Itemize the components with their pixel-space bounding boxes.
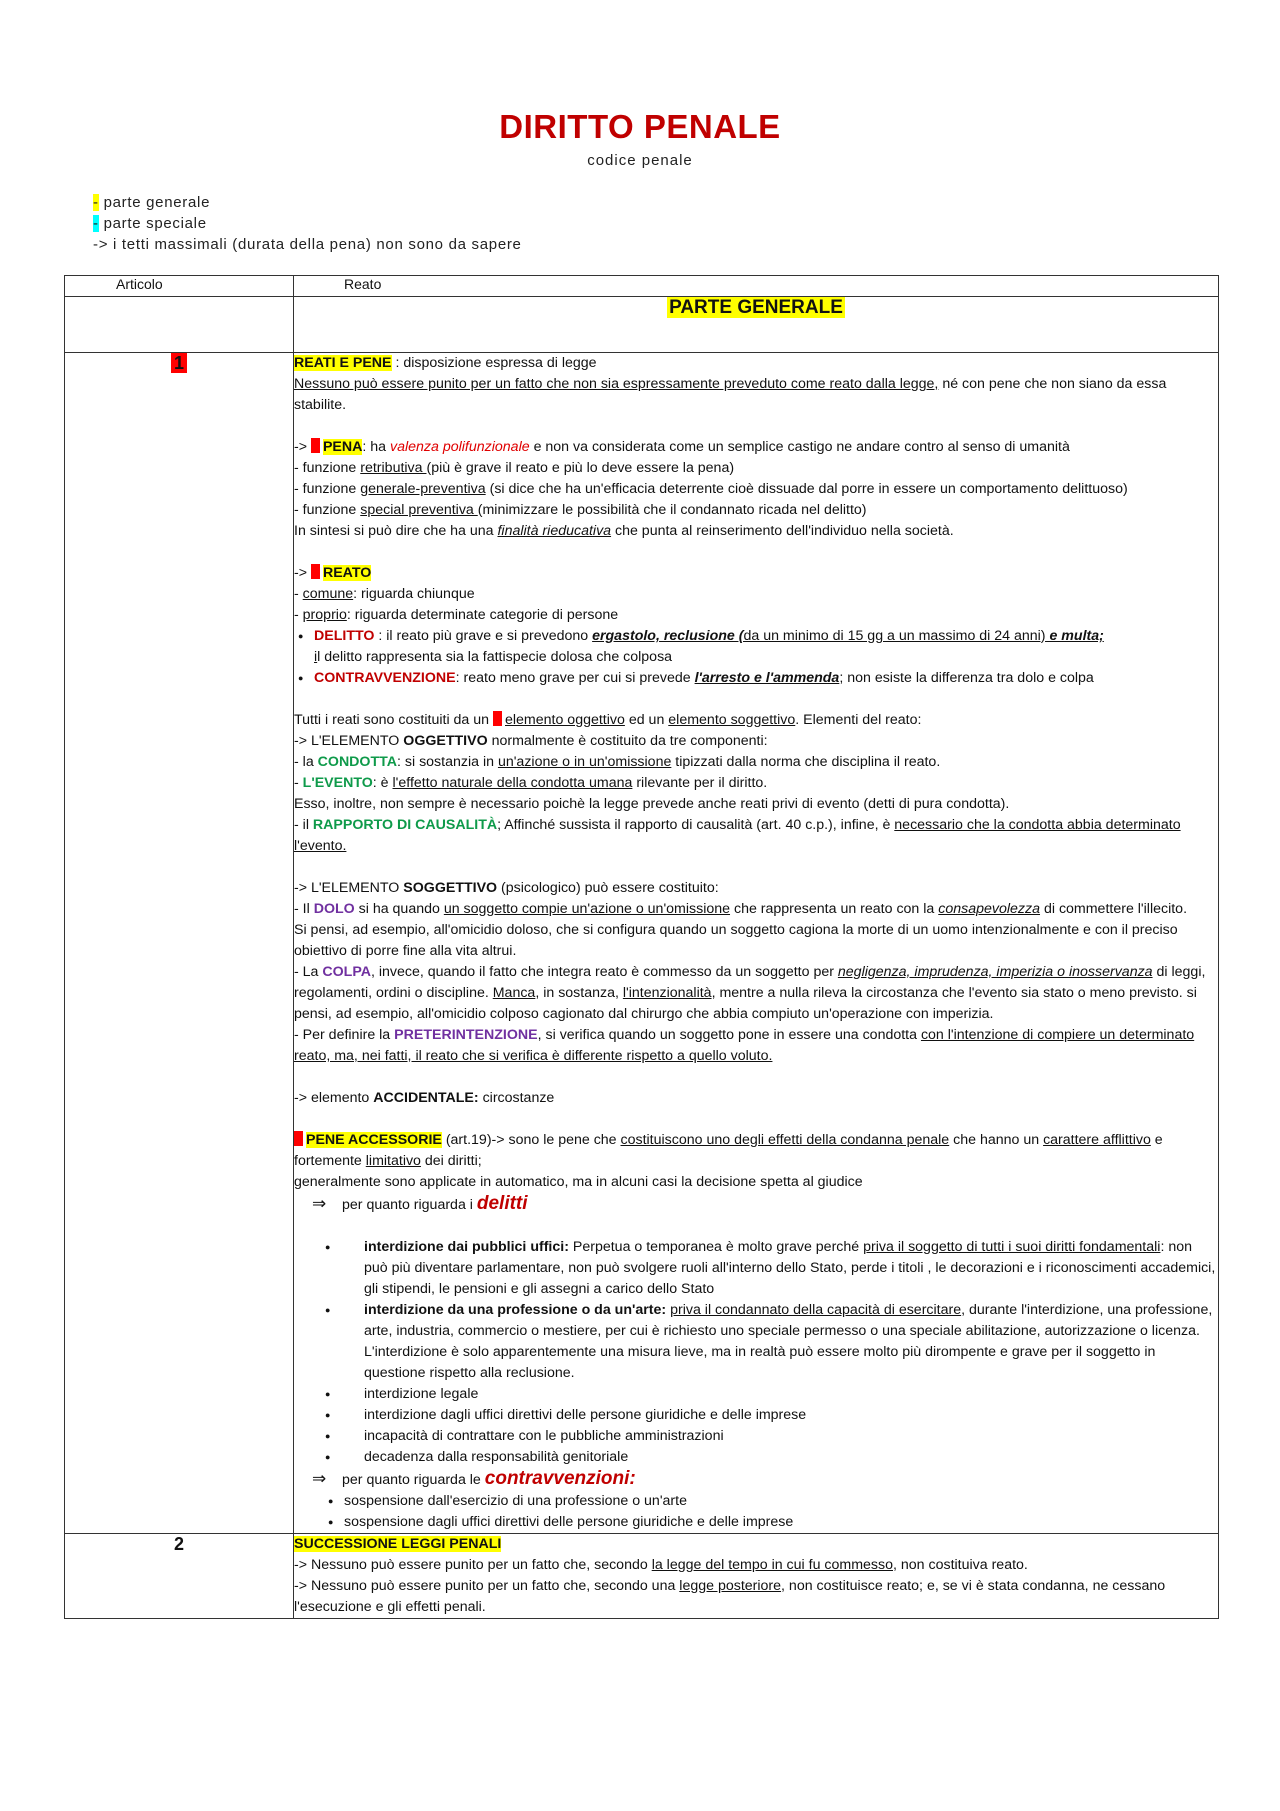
article-number: 1 [65,353,294,1534]
article-number: 2 [65,1534,294,1619]
article-row-2 [65,1534,1219,1619]
red-marker-icon [294,1131,303,1146]
section-row [65,297,1219,353]
articles-table [64,275,1219,1619]
list-item: ● CONTRAVVENZIONE: reato meno grave per cui si prevede l'arresto e l'ammenda; non esiste la differenza tra dolo e colpa [294,668,1218,689]
document-title: DIRITTO PENALE [499,108,781,145]
pene-accessorie-heading: PENE ACCESSORIE (art.19)-> sono le pene che costituiscono uno degli effetti della condanna penale che hanno un carattere afflittivo e fortemente limitativo dei diritti; [294,1132,1163,1169]
header-reato: Reato [294,276,1219,297]
article-row-1 [65,353,1219,1534]
intro-line-generale: - parte generale [93,194,211,211]
list-item: ● decadenza dalla responsabilità genitoriale [294,1447,1218,1468]
list-item: ● DELITTO : il reato più grave e si prevedono ergastolo, reclusione (da un minimo di 15 gg a un massimo di 24 anni) e multa; [294,626,1218,647]
article-heading: SUCCESSIONE LEGGI PENALI [294,1536,502,1552]
document-subtitle: codice penale [587,152,693,169]
red-marker-icon [311,564,320,579]
red-marker-icon [493,711,502,726]
yellow-marker: - [93,194,99,211]
list-item: ● interdizione dai pubblici uffici: Perpetua o temporanea è molto grave perché priva il soggetto di tutti i suoi diritti fondamentali: non può più diventare parlamentare, non può svolgere ruoli all'interno dello Stato, perde i titoli , le decorazioni e i riconoscimenti accademici, gli stipendi, le pensioni e gli assegni a carico dello Stato [294,1237,1218,1300]
article-content: SUCCESSIONE LEGGI PENALI -> Nessuno può essere punito per un fatto che, secondo la legge del tempo in cui fu commesso, non costituiva reato. -> Nessuno può essere punito per un fatto che, secondo una legge posteriore, non costituisce reato; e, se vi è stata condanna, ne cessano l'esecuzione e gli effetti penali. [294,1534,1219,1619]
header-articolo: Articolo [65,276,294,297]
pena-heading: -> PENA: ha valenza polifunzionale e non va considerata come un semplice castigo ne andare contro al senso di umanità [294,439,1070,455]
red-marker-icon [311,438,320,453]
list-item: ● interdizione legale [294,1384,1218,1405]
reato-heading: -> REATO [294,565,372,581]
intro-notes [93,192,522,255]
list-item: ● incapacità di contrattare con le pubbliche amministrazioni [294,1426,1218,1447]
section-title: PARTE GENERALE [294,297,1219,353]
double-arrow-icon: ⇒ [312,1194,327,1213]
list-item: ● sospensione dall'esercizio di una professione o un'arte [294,1491,1218,1512]
list-item: ● interdizione da una professione o da un'arte: priva il condannato della capacità di esercitare, durante l'interdizione, una professione, arte, industria, commercio o mestiere, per cui è richiesto uno speciale permesso o una speciale abilitazione, autorizzazione o licenza. [294,1300,1218,1342]
cyan-marker: - [93,215,99,232]
intro-line-tetti: -> i tetti massimali (durata della pena) non sono da sapere [93,236,522,253]
double-arrow-icon: ⇒ [312,1469,327,1488]
intro-line-speciale: - parte speciale [93,215,207,232]
article-content: REATI E PENE : disposizione espressa di legge Nessuno può essere punito per un fatto che non sia espressamente preveduto come reato dalla legge, né con pene che non siano da essa stabilite. -> PENA: ha valenza polifunzionale e non va considerata come un semplice castigo ne andare contro al senso di umanità - funzione retributiva (più è grave il reato e più lo deve essere la pena) - funzione generale-preventiva (si dice che ha un'efficacia deterrente cioè dissuade dal porre in essere un comportamento delittuoso) - funzione special preventiva (minimizzare le possibilità che il condannato ricada nel delitto) In sintesi si può dire che ha una finalità rieducativa che punta al reinserimento dell'individuo nella società. -> REATO - comune: riguarda chiunque - proprio: riguarda determinate categorie di persone ● DELITTO : il reato più grave e si prevedono ergastolo, reclusione (da un minimo di 15 gg a un massimo di 24 anni) e multa; il delitto rappresenta sia la fattispecie dolosa che colposa ● CONTRAVVENZIONE: reato meno grave per cui si prevede l'arresto e l'ammenda; non esiste la differenza tra dolo e colpa Tutti i reati sono costituiti da un elemento oggettivo ed un elemento soggettivo. Elementi del reato: -> L'ELEMENTO OGGETTIVO normalmente è costituito da tre componenti: - la CONDOTTA: si sostanzia in un'azione o in un'omissione tipizzati dalla norma che disciplina il reato. - L'EVENTO: è l'effetto naturale della condotta umana rilevante per il diritto. Esso, inoltre, non sempre è necessario poichè la legge prevede anche reati privi di evento (detti di pura condotta). - il RAPPORTO DI CAUSALITÀ; Affinché sussista il rapporto di causalità (art. 40 c.p.), infine, è necessario che la condotta abbia determinato l'evento. -> L'ELEMENTO SOGGETTIVO (psicologico) può essere costituito: - Il DOLO si ha quando un soggetto compie un'azione o un'omissione che rappresenta un reato con la consapevolezza di commettere l'illecito. Si pensi, ad esempio, all'omicidio doloso, che si configura quando un soggetto cagiona la morte di un uomo intenzionalmente e con il preciso obiettivo di porre fine alla vita altrui. - La COLPA, invece, quando il fatto che integra reato è commesso da un soggetto per negligenza, imprudenza, imperizia o inosservanza di leggi, regolamenti, ordini o discipline. Manca, in sostanza, l'intenzionalità, mentre a nulla rileva la circostanza che l'evento sia stato o meno previsto. si pensi, ad esempio, all'omicidio colposo cagionato dal chirurgo che abbia compiuto un'operazione con imperizia. - Per definire la PRETERINTENZIONE, si verifica quando un soggetto pone in essere una condotta con l'intenzione di compiere un determinato reato, ma, nei fatti, il reato che si verifica è differente rispetto a quello voluto. -> elemento ACCIDENTALE: circostanze PENE ACCESSORIE (art.19)-> sono le pene che costituiscono uno degli effetti della condanna penale che hanno un carattere afflittivo e fortemente limitativo dei diritti; generalmente sono applicate in automatico, ma in alcuni casi la decisione spetta al giudice ⇒ per quanto riguarda i delitti ● interdizione dai pubblici uffici: Perpetua o temporanea è molto grave perché priva il soggetto di tutti i suoi diritti fondamentali: non può più diventare parlamentare, non può svolgere ruoli all'interno dello Stato, perde i titoli , le decorazioni e i riconoscimenti accademici, gli stipendi, le pensioni e gli assegni a carico dello Stato ● interdizione da una professione o da un'arte: priva il condannato della capacità di esercitare, durante l'interdizione, una professione, arte, industria, commercio o mestiere, per cui è richiesto uno speciale permesso o una speciale abilitazione, autorizzazione o licenza. L'interdizione è solo apparentemente una misura lieve, ma in realtà può essere molto più dirompente e grave per il soggetto in questione rispetto alla reclusione. ● interdizione legale ● interdizione dagli uffici direttivi delle persone giuridiche e delle imprese ● incapacità di contrattare con le pubbliche amministrazioni ● decadenza dalla responsabilità genitoriale ⇒ per quanto riguarda le contravvenzioni: ● sospensione dall'esercizio di una professione o un'arte ● sospensione dagli uffici direttivi delle persone giuridiche e delle imprese [294,353,1219,1534]
list-item: ● interdizione dagli uffici direttivi delle persone giuridiche e delle imprese [294,1405,1218,1426]
list-item: ● sospensione dagli uffici direttivi delle persone giuridiche e delle imprese [294,1512,1218,1533]
article-heading: REATI E PENE : disposizione espressa di legge [294,355,597,371]
table-header-row [65,276,1219,297]
